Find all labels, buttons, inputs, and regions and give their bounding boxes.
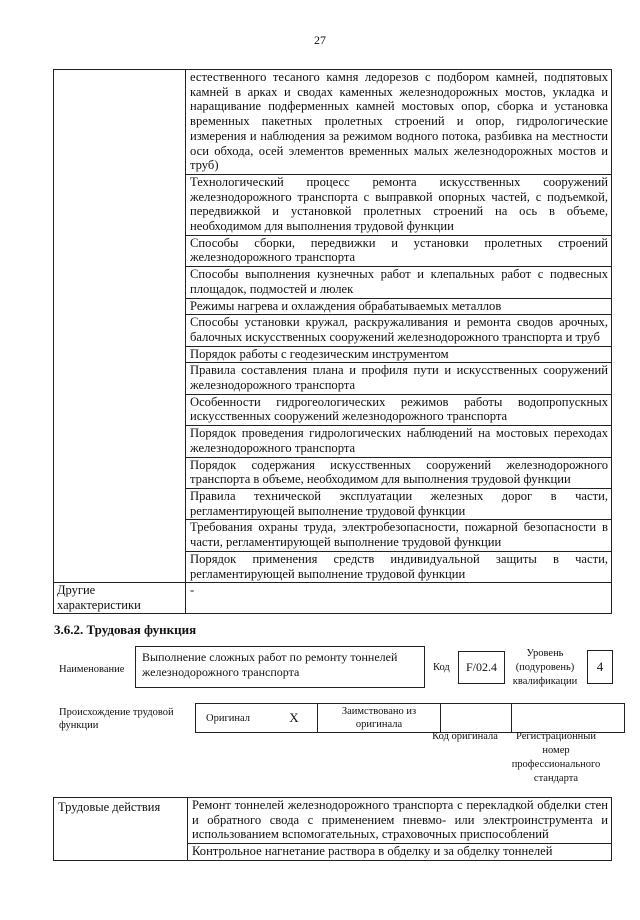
other-characteristics-value: - [186,583,612,614]
origin-mark: X [271,704,318,733]
level-value-box: 4 [587,650,613,684]
knowledge-item: Правила технической эксплуатации железных дорог в части, регламентирующей выполнение трудовой функции [186,488,612,519]
knowledge-item: Требования охраны труда, электробезопасности, пожарной безопасности в части, регламентирующей выполнение трудовой функции [186,520,612,551]
knowledge-item: Способы сборки, передвижки и установки пролетных строений железнодорожного транспорта [186,235,612,266]
level-label: Уровень (подуровень) квалификации [512,648,578,687]
section-heading: 3.6.2. Трудовая функция [54,622,197,637]
knowledge-item: естественного тесаного камня ледорезов с подбором камней, подпятовых камней в арках и сводах каменных железнодорожных мостов, укладка и наращивание подферменных камней мостовых опор, сборка и установка временных пакетных пролетных строений и опор, гидрологические измерения и наблюдения за режимом водного потока, разбивка на местности оси обхода, осей элементов временных малых железнодорожных мостов и труб) [186,70,612,175]
kod-value-box: F/02.4 [458,651,505,684]
knowledge-item: Способы выполнения кузнечных работ и клепальных работ с подвесных площадок, подмостей и люлек [186,267,612,298]
labor-action-item: Контрольное нагнетание раствора в обделку и за обделку тоннелей [188,844,612,861]
reg-number-label: Регистрационный номер профессионального стандарта [511,731,601,784]
knowledge-item: Порядок проведения гидрологических наблюдений на мостовых переходах железнодорожного транспорта [186,426,612,457]
other-characteristics-label: Другие характеристики [54,583,186,614]
labor-actions-label: Трудовые действия [54,798,188,861]
knowledge-label-cell [54,70,186,583]
knowledge-table [53,69,612,614]
labor-actions-table [53,797,612,861]
naimenovanie-label: Наименование [59,664,125,675]
knowledge-item: Способы установки кружал, раскружаливания и ремонта сводов арочных, балочных искусственных сооружений железнодорожного транспорта и труб [186,315,612,346]
code-original-label: Код оригинала [432,731,498,742]
code-original-cell [441,704,512,733]
kod-label: Код [433,662,450,673]
knowledge-item: Режимы нагрева и охлаждения обрабатываемых металлов [186,298,612,315]
knowledge-item: Порядок применения средств индивидуальной защиты в части, регламентирующей выполнение трудовой функции [186,551,612,582]
knowledge-item: Технологический процесс ремонта искусственных сооружений железнодорожного транспорта с выправкой опорных частей, с подъемкой, передвижкой и установкой пролетных строений на ось в объеме, необходимом для выполнения трудовой функции [186,174,612,235]
knowledge-item: Порядок содержания искусственных сооружений железнодорожного транспорта в объеме, необходимом для выполнения трудовой функции [186,457,612,488]
knowledge-item: Особенности гидрогеологических режимов работы водопропускных искусственных сооружений железнодорожного транспорта [186,394,612,425]
knowledge-item: Правила составления плана и профиля пути и искусственных сооружений железнодорожного транспорта [186,363,612,394]
origin-table [195,703,625,733]
reg-number-cell [512,704,625,733]
origin-label: Происхождение трудовой функции [59,707,174,731]
origin-original-label: Оригинал [196,704,272,733]
labor-action-item: Ремонт тоннелей железнодорожного транспорта с перекладкой обделки стен и обратного свода с применением пневмо- или электроинструмента и использованием вспомогательных, страховочных приспособлений [188,798,612,844]
page-number: 27 [314,33,326,47]
function-name-box: Выполнение сложных работ по ремонту тоннелей железнодорожного транспорта [135,646,425,688]
origin-borrowed-label: Заимствовано из оригинала [318,704,441,733]
knowledge-item: Порядок работы с геодезическим инструментом [186,346,612,363]
